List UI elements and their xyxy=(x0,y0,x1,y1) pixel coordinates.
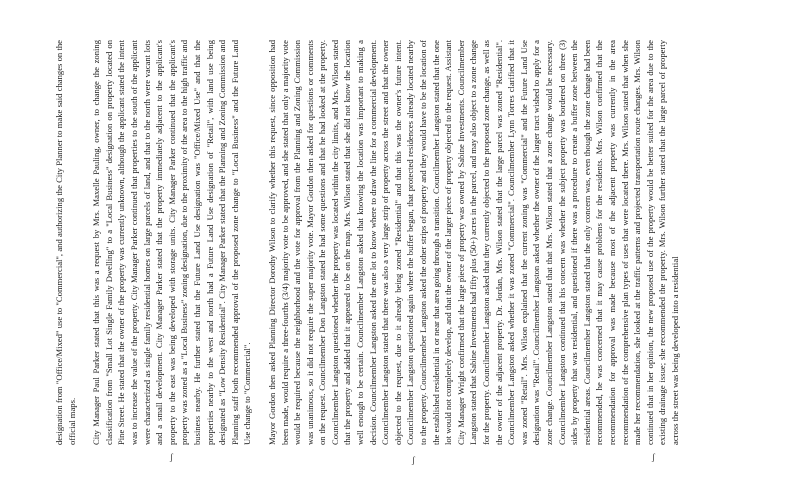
paragraph-2: City Manager Paul Parker stated that this was a request by Mrs. Maxelle Pauling, owner, to change the zoning classification from "Small Lot Single Family Dwelling" to a "Local Business" designation on property located on Pine Street. He stated that the owner of the property was currently unknown, although the applicant stated the intent was to increase the value of the property. City Manager Parker continued that properties to the south of the applicant were characterized as single family residential homes on large parcels of land, and that to the north were vacant lots and a small development. City Manager Parker stated that the property immediately adjacent to the applicant's property to the east was being developed with storage units. City Manager Parker continued that the applicant's property was zoned as a "Local Business" zoning designation, due to the proximity of the area to the high traffic and business nearby. He further stated that the Future Land Use designation was "Office/Mixed Use" and that the properties nearby to the west and north had a Future Land Use designation of "Retail", with land use being designated as "Low Density Residential". City Manager Parker stated that the Planning and Zoning Commission and Planning staff both recommended approval of the proposed zone change to "Local Business" and the Future Land Use change to "Commercial". xyxy=(91,40,253,445)
rotated-text-block xyxy=(53,40,694,445)
margin-mark-right: ʃ xyxy=(652,452,655,462)
margin-mark-left: ʃ xyxy=(170,452,173,462)
margin-mark-center: ʃ xyxy=(412,455,415,465)
paragraph-3: Mayor Gordon then asked Planning Director Dorothy Wilson to clarify whether this request, since opposition had been made, would require a three-fourths (3/4) majority vote to be approved, and she stated that only a majority vote would be required because the neighborhood and the vote for approval from the Planning and Zoning Commission was unanimous, so it did not require the super majority vote. Mayor Gordon then asked for questions or comments on the request. Councilmember Don Langston stated he had some questions and that he had looked at the property. Councilmember Langston questioned whether the property was located within the city limits, and Mrs. Wilson stated that the property and added that it appeared to be on the map. Mrs. Wilson stated that she did not know the location well enough to be certain. Councilmember Langston asked that knowing the location was important to making a decision. Councilmember Langston asked the one lot to know where to draw the line for a commercial development. Councilmember Langston stated that there was also a very large strip of property across the street and that the owner objected to the request, due to it already being zoned "Residential" and that this was the owner's future intent. Councilmember Langston questioned again where the buffer began, that protected residences already located nearby to the property. Councilmember Langston asked the other strips of property and they would have to be the location of the established residential in or near that area going through a transition. Councilmember Langston stated that the one lot would not completely develop, and that the owner of the larger piece of property objected to the request. Assistant City Manager Wright confirmed that the large piece of property was owned by Sabine Investments. Councilmember Langston stated that Sabine Investments had fifty plus (50+) acres in the parcel, and may also object to a zone change for the property. Councilmember Langston asked that they currently objected to the proposed zone change, as well as the owner of the adjacent property. Dr. Jordan, Mrs. Wilson stated that the large parcel was zoned "Residential". Councilmember Langston asked whether it was zoned "Commercial". Councilmember Lynn Torres clarified that it was zoned "Retail". Mrs. Wilson explained that the current zoning was "Commercial" and the Future Land Use designation was "Retail". Councilmember Langston asked whether the owner of the larger tract wished to apply for a zone change. Councilmember Langston stated that that Mrs. Wilson stated that a zone change would be necessary. Councilmember Langston continued that his concern was whether the subject property was bordered on three (3) sides by property that was residential, and questioned if there was a procedure to create a buffer zone between the residential areas. Councilmember Langston stated that the only concern was, even though the zone change had been recommended, he was concerned that it may cause problems for the residents. Mrs. Wilson confirmed that the recommendation for approval was made because most of the adjacent property was currently in the area recommendation of the comprehensive plan types of uses that were located there. Mrs. Wilson stated that when she made her recommendation, she looked at the traffic patterns and projected transportation route changes. Mrs. Wilson continued that in her opinion, the new proposed use of the property would be better suited for the area due to the existing drainage issue; she recommended the property. Mrs. Wilson further stated that the large parcel of property across the street was being developed into a residential xyxy=(266,40,680,445)
paragraph-1: designation from "Office/Mixed" use to "Commercial", and authorizing the City Planner to make said changes on the official maps. xyxy=(54,40,77,445)
